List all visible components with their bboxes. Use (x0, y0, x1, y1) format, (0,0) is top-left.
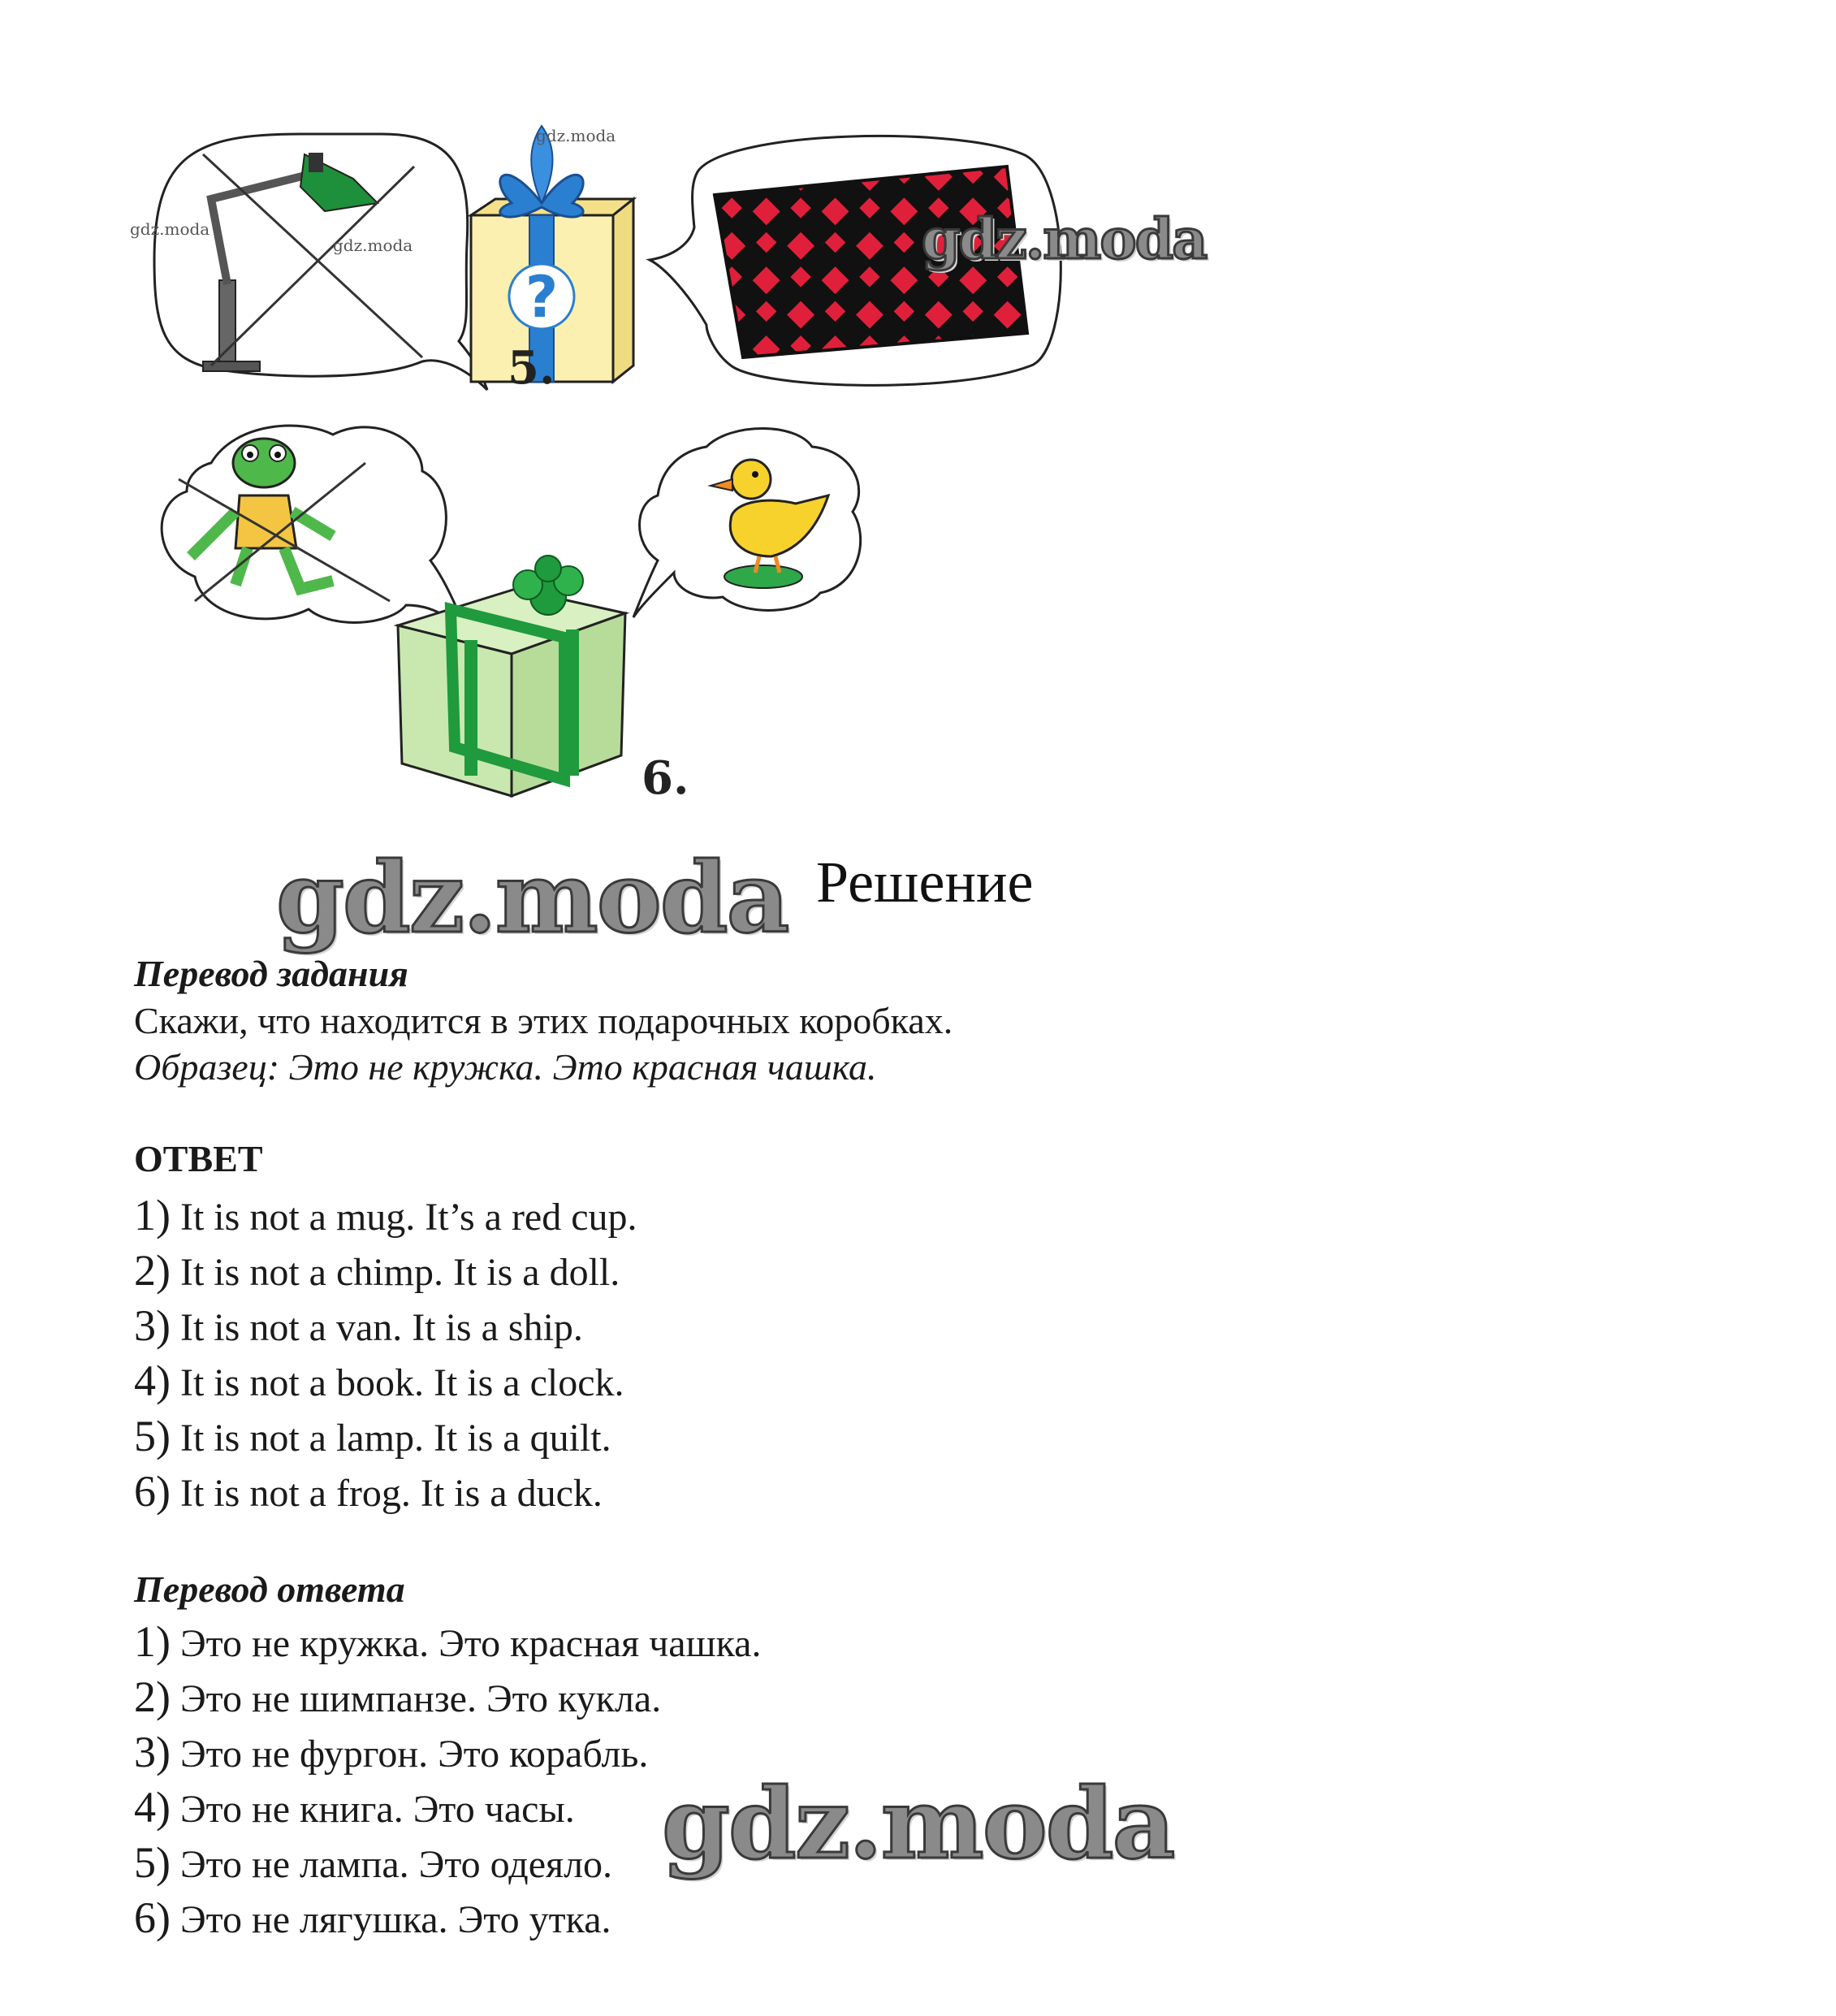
translation-line (134, 1672, 661, 1722)
solution-heading: Решение (816, 850, 1034, 915)
translation-line-number: 1) (134, 1617, 171, 1666)
watermark-small: gdz.moda (536, 126, 616, 145)
answer-line-number: 4) (134, 1356, 171, 1405)
translation-line-text: Это не лягушка. Это утка. (179, 1898, 611, 1941)
answer-line (134, 1411, 611, 1461)
answer-line-text: It is not a book. It is a clock. (179, 1361, 624, 1404)
translation-line-text: Это не книга. Это часы. (179, 1788, 575, 1831)
translation-line (134, 1727, 648, 1777)
answer-line-number: 3) (134, 1301, 171, 1350)
translation-line (134, 1616, 761, 1667)
answer-line (134, 1190, 637, 1240)
translation-line-number: 6) (134, 1893, 171, 1942)
task-example: Образец: Это не кружка. Это красная чашка. (134, 1046, 877, 1088)
watermark-small: gdz.moda (130, 219, 210, 239)
exercise-number-5: 5. (508, 341, 555, 395)
translation-line-text: Это не шимпанзе. Это кукла. (179, 1677, 662, 1720)
exercise-number-6: 6. (642, 751, 689, 805)
translation-line-text: Это не кружка. Это красная чашка. (179, 1622, 762, 1665)
watermark-small: gdz.moda (333, 236, 413, 255)
answer-line-number: 6) (134, 1467, 171, 1516)
answer-line-text: It is not a mug. It’s a red cup. (179, 1196, 637, 1239)
answer-line-text: It is not a van. It is a ship. (179, 1306, 583, 1349)
question-mark-icon: ? (525, 264, 559, 331)
translation-line-number: 2) (134, 1672, 171, 1721)
translation-line-number: 5) (134, 1838, 171, 1887)
answer-line (134, 1466, 603, 1516)
translation-line-number: 4) (134, 1783, 171, 1832)
answer-line (134, 1356, 624, 1406)
task-instruction: Скажи, что находится в этих подарочных коробках. (134, 1000, 953, 1041)
answer-line-text: It is not a chimp. It is a doll. (179, 1251, 620, 1294)
answer-line (134, 1245, 620, 1296)
watermark: gdz.moda (276, 841, 788, 955)
answer-translation-title: Перевод ответа (134, 1568, 405, 1610)
watermark: gdz.moda (922, 207, 1207, 272)
translation-line (134, 1837, 612, 1888)
translation-line (134, 1782, 575, 1832)
answer-line-text: It is not a frog. It is a duck. (179, 1472, 603, 1515)
translation-line (134, 1893, 611, 1943)
translation-line-number: 3) (134, 1728, 171, 1776)
answer-line (134, 1300, 583, 1351)
illustration-6 (146, 414, 893, 804)
answer-title: ОТВЕТ (134, 1138, 263, 1179)
answer-line-text: It is not a lamp. It is a quilt. (179, 1417, 611, 1460)
translation-line-text: Это не лампа. Это одеяло. (179, 1843, 613, 1886)
watermark: gdz.moda (662, 1767, 1174, 1881)
task-translation-title: Перевод задания (134, 953, 408, 994)
translation-line-text: Это не фургон. Это корабль. (179, 1733, 649, 1776)
answer-line-number: 1) (134, 1191, 171, 1239)
answer-line-number: 5) (134, 1412, 171, 1460)
answer-line-number: 2) (134, 1246, 171, 1295)
